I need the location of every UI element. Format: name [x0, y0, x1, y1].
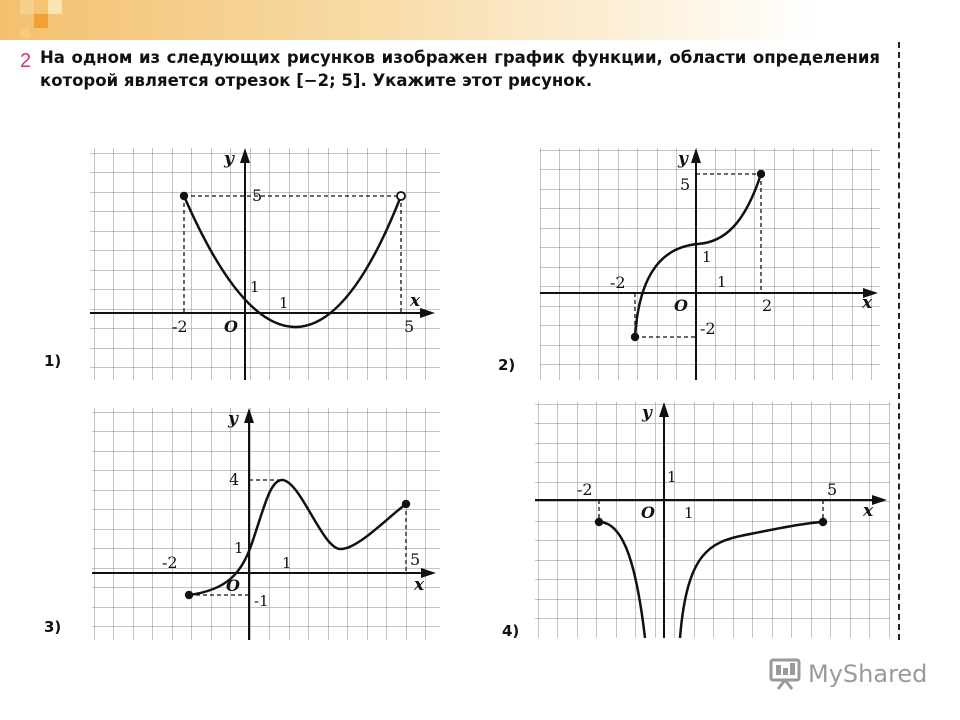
header-square: [20, 28, 30, 38]
page-edge-line: [898, 42, 900, 640]
tick-label: 5: [680, 175, 691, 194]
watermark: [768, 656, 927, 692]
tick-label: 1: [702, 248, 712, 266]
origin-label: O: [674, 296, 688, 315]
endpoint-open: [397, 192, 405, 200]
origin-label: O: [641, 503, 655, 522]
tick-label: 1: [667, 468, 677, 486]
header-bar: [0, 0, 960, 40]
endpoint-filled: [180, 192, 188, 200]
panel-label: 4): [502, 622, 520, 640]
tick-label: 1: [717, 273, 727, 291]
endpoint-filled: [757, 170, 765, 178]
header-square: [34, 14, 48, 28]
header-square: [20, 0, 34, 14]
endpoint-filled: [402, 500, 410, 508]
y-axis-label: y: [678, 149, 688, 169]
tick-label: 5: [410, 550, 421, 569]
x-axis-label: x: [410, 291, 421, 311]
tick-label: -1: [254, 592, 269, 610]
panel-label: 1): [44, 352, 62, 370]
panel-label: 3): [44, 618, 62, 636]
tick-label: 1: [250, 278, 260, 296]
y-axis-label: y: [228, 409, 238, 429]
endpoint-filled: [819, 518, 827, 526]
graph-2: [540, 148, 880, 380]
tick-label: -2: [162, 553, 178, 572]
y-axis-label: y: [224, 149, 234, 169]
tick-label: 5: [404, 317, 415, 336]
x-axis-label: x: [863, 501, 874, 521]
endpoint-filled: [185, 591, 193, 599]
origin-label: O: [226, 576, 240, 595]
tick-label: 1: [282, 554, 292, 572]
tick-label: 1: [684, 504, 694, 522]
slide-number: 2: [20, 50, 32, 72]
panel-label: 2): [498, 356, 516, 374]
origin-label: O: [224, 317, 238, 336]
x-axis-label: x: [414, 575, 425, 595]
tick-label: 5: [252, 186, 263, 205]
tick-label: 1: [234, 539, 244, 557]
header-square: [48, 0, 62, 14]
tick-label: -2: [577, 480, 593, 499]
graph-4: [535, 402, 890, 638]
endpoint-filled: [595, 518, 603, 526]
x-axis-label: x: [862, 293, 873, 313]
tick-label: 5: [827, 480, 838, 499]
graph-1: [90, 148, 440, 380]
tick-label: -2: [610, 273, 626, 292]
graph-3: [92, 408, 440, 640]
endpoint-filled: [631, 333, 639, 341]
tick-label: 1: [279, 294, 289, 312]
tick-label: 4: [229, 470, 240, 489]
watermark-text: MyShared: [808, 660, 928, 688]
y-axis-label: y: [642, 403, 652, 423]
tick-label: -2: [172, 317, 188, 336]
tick-label: -2: [700, 319, 716, 338]
tick-label: 2: [762, 296, 773, 315]
problem-statement: На одном из следующих рисунков изображен график функции, области определения которой является отрезок [−2; 5]. Укажите этот рисунок.: [40, 48, 880, 90]
projector-screen-icon: [768, 657, 802, 691]
